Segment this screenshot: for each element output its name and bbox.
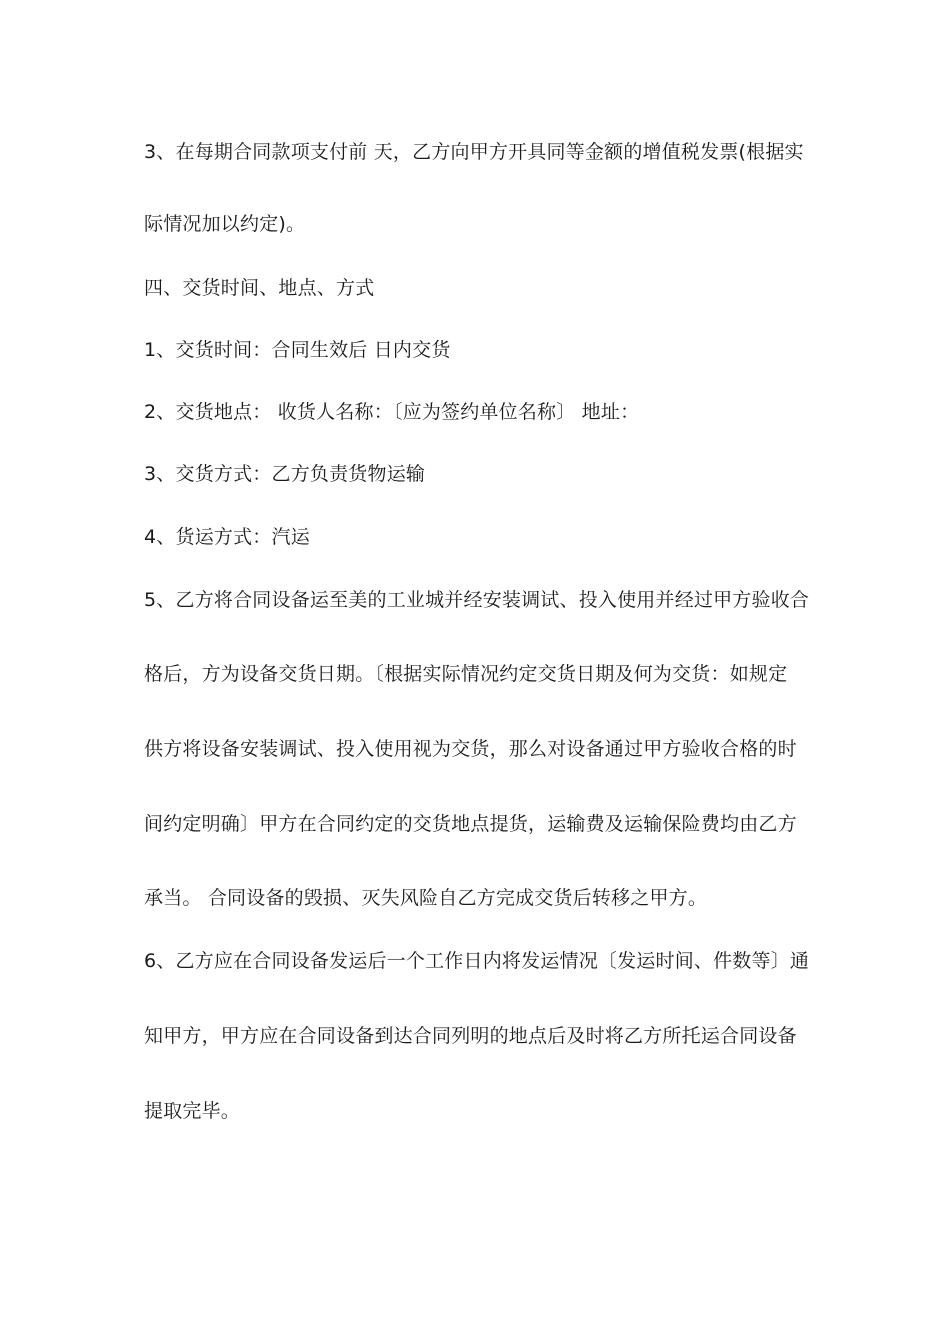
paragraph-3-invoice-line-1: 3、在每期合同款项支付前 天，乙方向甲方开具同等金额的增值税发票(根据实 <box>144 141 804 163</box>
paragraph-5-line-2: 格后，方为设备交货日期。〔根据实际情况约定交货日期及何为交货：如规定 <box>144 663 788 685</box>
paragraph-5-line-4: 间约定明确〕甲方在合同约定的交货地点提货，运输费及运输保险费均由乙方 <box>144 813 797 835</box>
paragraph-5-line-3: 供方将设备安装调试、投入使用视为交货，那么对设备通过甲方验收合格的时 <box>144 738 797 760</box>
paragraph-5-line-5: 承当。 合同设备的毁损、灭失风险自乙方完成交货后转移之甲方。 <box>144 887 708 909</box>
section-heading-delivery: 四、交货时间、地点、方式 <box>144 277 375 299</box>
paragraph-5-line-1: 5、乙方将合同设备运至美的工业城并经安装调试、投入使用并经过甲方验收合 <box>144 589 810 611</box>
paragraph-6-line-3: 提取完毕。 <box>144 1100 241 1122</box>
item-delivery-time: 1、交货时间：合同生效后 日内交货 <box>144 339 451 361</box>
item-delivery-location: 2、交货地点： 收货人名称：〔应为签约单位名称〕 地址： <box>144 401 640 423</box>
item-delivery-method: 3、交货方式：乙方负责货物运输 <box>144 463 426 485</box>
paragraph-6-line-1: 6、乙方应在合同设备发运后一个工作日内将发运情况〔发运时间、件数等〕通 <box>144 950 810 972</box>
item-freight-method: 4、货运方式：汽运 <box>144 526 310 548</box>
paragraph-3-invoice-line-2: 际情况加以约定)。 <box>144 213 306 235</box>
paragraph-6-line-2: 知甲方，甲方应在合同设备到达合同列明的地点后及时将乙方所托运合同设备 <box>144 1025 797 1047</box>
